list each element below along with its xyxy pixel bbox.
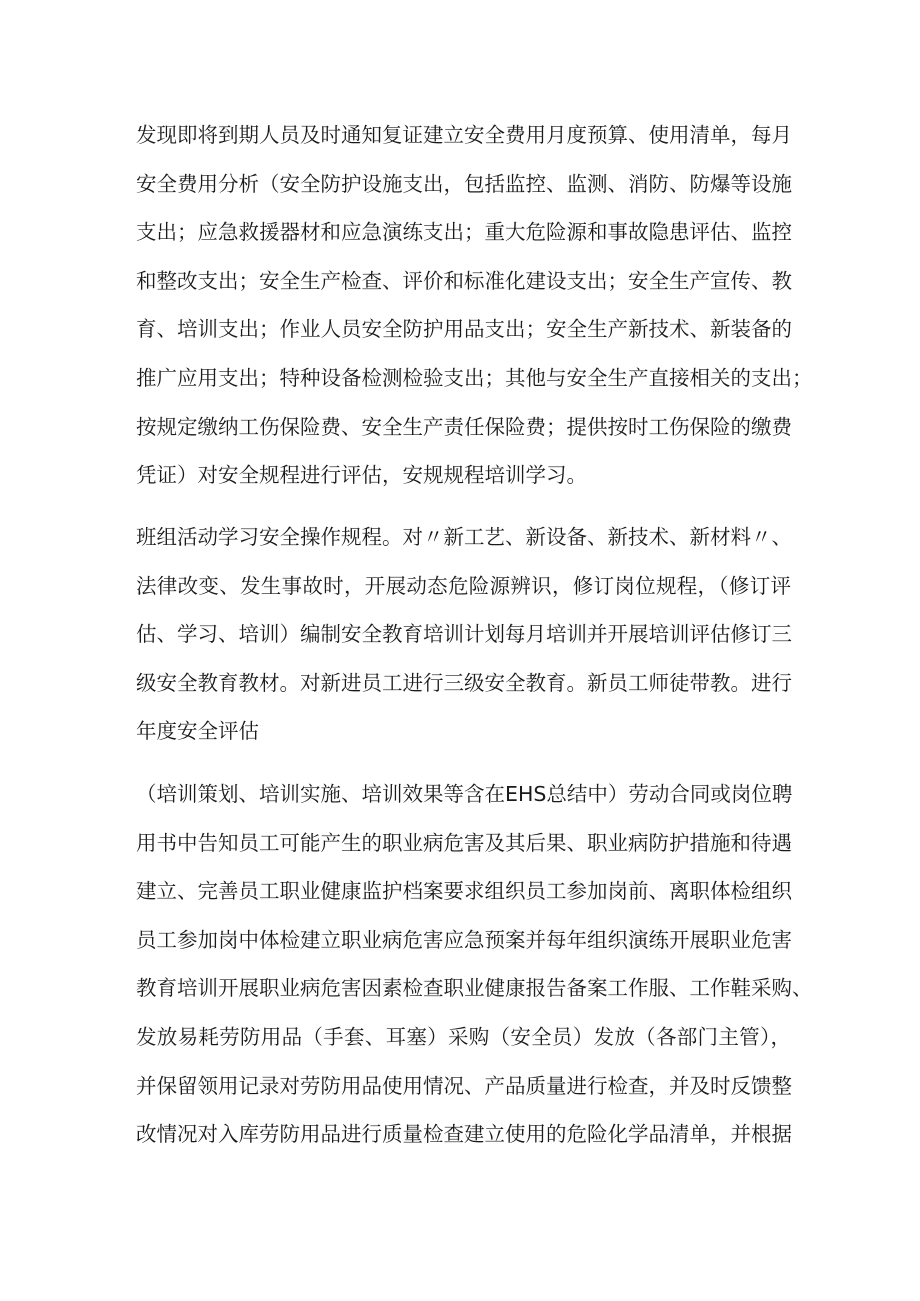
text-line: 和整改支出；安全生产检查、评价和标准化建设支出；安全生产宣传、教 <box>136 268 792 293</box>
text-line: 按规定缴纳工伤保险费、安全生产责任保险费；提供按时工伤保险的缴费 <box>136 414 792 439</box>
text-line: 推广应用支出；特种设备检测检验支出；其他与安全生产直接相关的支出； <box>136 365 813 390</box>
paragraph-team-training <box>136 513 791 756</box>
text-line: 班组活动学习安全操作规程。对〃新工艺、新设备、新技术、新材料〃、 <box>136 525 792 549</box>
text-line: 级安全教育教材。对新进员工进行三级安全教育。新员工师徒带教。进行 <box>136 670 792 695</box>
text-line: 凭证）对安全规程进行评估，安规规程培训学习。 <box>136 463 587 488</box>
text-line: 用书中告知员工可能产生的职业病危害及其后果、职业病防护措施和待遇 <box>136 830 792 855</box>
text-line: 育、培训支出；作业人员安全防护用品支出；安全生产新技术、新装备的 <box>136 317 792 342</box>
text-line: 改情况对入库劳防用品进行质量检查建立使用的危险化学品清单，并根据 <box>136 1122 792 1147</box>
text-line: 年度安全评估 <box>136 719 259 744</box>
paragraph-safety-cost <box>136 111 813 500</box>
text-line: 支出；应急救援器材和应急演练支出；重大危险源和事故隐患评估、监控 <box>136 220 792 245</box>
text-line: 发放易耗劳防用品（手套、耳塞）采购（安全员）发放（各部门主管）， <box>136 1024 791 1049</box>
text-line: （培训策划、培训实施、培训效果等含在EHS总结中）劳动合同或岗位聘 <box>136 782 793 806</box>
text-line: 教育培训开展职业病危害因素检查职业健康报告备案工作服、工作鞋采购、 <box>136 976 813 1001</box>
text-line: 员工参加岗中体检建立职业病危害应急预案并每年组织演练开展职业危害 <box>136 927 792 952</box>
text-line: 发现即将到期人员及时通知复证建立安全费用月度预算、使用清单，每月 <box>136 123 792 147</box>
paragraph-occupational-health <box>136 770 813 1159</box>
text-line: 法律改变、发生事故时，开展动态危险源辨识，修订岗位规程，（修订评 <box>136 573 791 598</box>
text-line: 估、学习、培训）编制安全教育培训计划每月培训并开展培训评估修订三 <box>136 622 792 647</box>
text-line: 建立、完善员工职业健康监护档案要求组织员工参加岗前、离职体检组织 <box>136 879 792 904</box>
text-line: 并保留领用记录对劳防用品使用情况、产品质量进行检查，并及时反馈整 <box>136 1073 792 1098</box>
text-line: 安全费用分析（安全防护设施支出，包括监控、监测、消防、防爆等设施 <box>136 171 792 196</box>
